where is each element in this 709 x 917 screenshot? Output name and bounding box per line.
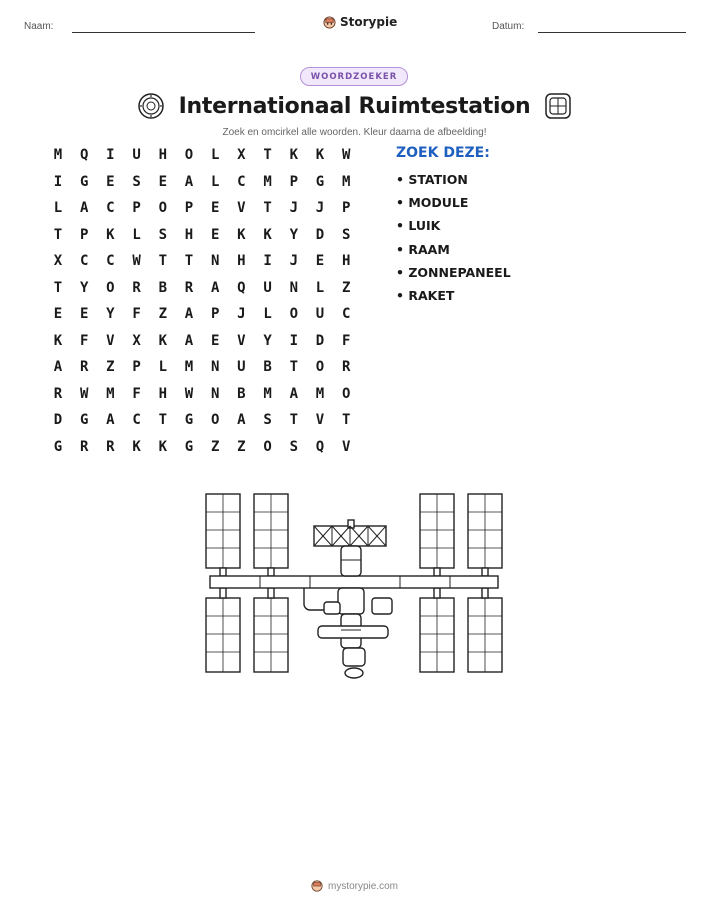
- grid-letter[interactable]: N: [210, 253, 220, 269]
- grid-letter[interactable]: A: [53, 359, 63, 375]
- grid-letter[interactable]: V: [237, 332, 246, 349]
- grid-letter[interactable]: W: [132, 253, 141, 269]
- grid-letter[interactable]: V: [237, 200, 246, 216]
- grid-letter[interactable]: G: [184, 438, 194, 455]
- grid-letter[interactable]: E: [210, 226, 220, 243]
- grid-letter[interactable]: C: [106, 200, 115, 216]
- grid-letter[interactable]: T: [184, 253, 194, 269]
- grid-letter[interactable]: K: [315, 147, 325, 163]
- storypie-logo-icon: [323, 16, 336, 29]
- grid-letter[interactable]: K: [263, 226, 272, 243]
- grid-letter[interactable]: K: [289, 147, 299, 163]
- grid-letter[interactable]: M: [53, 147, 63, 163]
- grid-letter[interactable]: P: [341, 200, 351, 216]
- grid-letter[interactable]: R: [79, 359, 89, 375]
- instructions: Zoek en omcirkel alle woorden. Kleur daarna de afbeelding!: [222, 127, 487, 138]
- grid-letter[interactable]: N: [210, 359, 220, 375]
- grid-letter[interactable]: D: [315, 332, 325, 349]
- grid-letter[interactable]: Y: [263, 332, 272, 349]
- grid-letter[interactable]: R: [79, 438, 89, 455]
- grid-letter[interactable]: E: [53, 306, 63, 322]
- grid-letter[interactable]: V: [315, 412, 325, 428]
- grid-letter[interactable]: K: [158, 438, 168, 455]
- grid-letter[interactable]: I: [289, 332, 299, 349]
- grid-letter[interactable]: M: [106, 385, 115, 402]
- grid-letter[interactable]: T: [158, 412, 168, 428]
- grid-letter[interactable]: A: [210, 279, 220, 296]
- word-list-item: • RAAM: [396, 242, 450, 257]
- grid-letter[interactable]: M: [341, 173, 351, 190]
- grid-letter[interactable]: Q: [79, 147, 89, 163]
- grid-letter[interactable]: A: [184, 173, 194, 190]
- word-list-item: • RAKET: [396, 288, 455, 303]
- grid-letter[interactable]: T: [158, 253, 168, 269]
- grid-letter[interactable]: C: [79, 253, 89, 269]
- grid-letter[interactable]: P: [184, 200, 194, 216]
- grid-letter[interactable]: F: [79, 332, 89, 349]
- grid-letter[interactable]: E: [210, 332, 220, 349]
- name-label: Naam:: [24, 21, 54, 32]
- grid-letter[interactable]: H: [158, 385, 168, 402]
- grid-letter[interactable]: K: [237, 226, 246, 243]
- grid-letter[interactable]: W: [341, 147, 351, 163]
- grid-letter[interactable]: V: [341, 438, 351, 455]
- grid-letter[interactable]: I: [53, 173, 63, 190]
- title-row: [0, 92, 709, 120]
- grid-letter[interactable]: A: [106, 412, 115, 428]
- grid-letter[interactable]: J: [289, 253, 299, 269]
- grid-letter[interactable]: A: [184, 306, 194, 322]
- grid-letter[interactable]: Z: [106, 359, 115, 375]
- hatch-icon: [544, 92, 572, 120]
- grid-letter[interactable]: K: [132, 438, 141, 455]
- grid-letter[interactable]: O: [184, 147, 194, 163]
- word-list-item: • STATION: [396, 172, 468, 187]
- page-title: Internationaal Ruimtestation: [178, 93, 531, 119]
- grid-letter[interactable]: C: [341, 306, 351, 322]
- grid-letter[interactable]: O: [263, 438, 272, 455]
- grid-letter[interactable]: Y: [79, 279, 89, 296]
- grid-letter[interactable]: O: [210, 412, 220, 428]
- grid-letter[interactable]: J: [289, 200, 299, 216]
- grid-letter[interactable]: T: [53, 226, 63, 243]
- grid-letter[interactable]: Z: [341, 279, 351, 296]
- grid-letter[interactable]: X: [237, 147, 246, 163]
- grid-letter[interactable]: U: [315, 306, 325, 322]
- grid-letter[interactable]: E: [106, 173, 115, 190]
- word-list-item: • LUIK: [396, 218, 441, 233]
- grid-letter[interactable]: U: [132, 147, 141, 163]
- date-label: Datum:: [492, 21, 525, 32]
- footer-url[interactable]: mystorypie.com: [327, 880, 398, 892]
- footer: [0, 880, 709, 892]
- grid-letter[interactable]: P: [132, 359, 141, 375]
- worksheet-type-badge: WOORDZOEKER: [300, 67, 408, 86]
- grid-letter[interactable]: K: [106, 226, 115, 243]
- brand-logo: [323, 15, 397, 29]
- grid-letter[interactable]: L: [263, 306, 272, 322]
- grid-letter[interactable]: M: [263, 173, 272, 190]
- grid-letter[interactable]: K: [158, 332, 168, 349]
- grid-letter[interactable]: U: [237, 359, 246, 375]
- grid-letter[interactable]: C: [106, 253, 115, 269]
- grid-letter[interactable]: L: [210, 147, 220, 163]
- grid-letter[interactable]: T: [263, 200, 272, 216]
- grid-letter[interactable]: P: [132, 200, 141, 216]
- grid-letter[interactable]: S: [158, 226, 168, 243]
- grid-letter[interactable]: H: [184, 226, 194, 243]
- grid-letter[interactable]: I: [106, 147, 115, 163]
- grid-letter[interactable]: R: [184, 279, 194, 296]
- grid-letter[interactable]: L: [53, 200, 63, 216]
- date-line[interactable]: [538, 32, 686, 33]
- grid-letter[interactable]: A: [237, 412, 246, 428]
- grid-letter[interactable]: Y: [106, 306, 115, 322]
- grid-letter[interactable]: E: [315, 253, 325, 269]
- grid-letter[interactable]: Q: [237, 279, 246, 296]
- grid-letter[interactable]: D: [53, 412, 63, 428]
- grid-letter[interactable]: T: [263, 147, 272, 163]
- grid-letter[interactable]: R: [341, 359, 351, 375]
- grid-letter[interactable]: A: [289, 385, 299, 402]
- grid-letter[interactable]: O: [158, 200, 168, 216]
- space-station-illustration[interactable]: [200, 490, 510, 685]
- word-list-title: ZOEK DEZE:: [396, 145, 490, 161]
- grid-letter[interactable]: S: [132, 173, 141, 190]
- grid-letter[interactable]: G: [53, 438, 63, 455]
- grid-letter[interactable]: D: [315, 226, 325, 243]
- grid-letter[interactable]: W: [184, 385, 194, 402]
- grid-letter[interactable]: Z: [158, 306, 168, 322]
- grid-letter[interactable]: B: [263, 359, 272, 375]
- grid-letter[interactable]: J: [315, 200, 325, 216]
- grid-letter[interactable]: K: [53, 332, 63, 349]
- grid-letter[interactable]: L: [210, 173, 220, 190]
- brand-name: Storypie: [340, 15, 398, 29]
- porthole-icon: [137, 92, 165, 120]
- grid-letter[interactable]: L: [132, 226, 141, 243]
- grid-letter[interactable]: U: [263, 279, 272, 296]
- grid-letter[interactable]: M: [184, 359, 194, 375]
- grid-letter[interactable]: H: [341, 253, 351, 269]
- grid-letter[interactable]: F: [132, 306, 141, 322]
- grid-letter[interactable]: R: [106, 438, 115, 455]
- grid-letter[interactable]: V: [106, 332, 115, 349]
- grid-letter[interactable]: S: [341, 226, 351, 243]
- grid-letter[interactable]: J: [237, 306, 246, 322]
- grid-letter[interactable]: N: [289, 279, 299, 296]
- grid-letter[interactable]: A: [184, 332, 194, 349]
- grid-letter[interactable]: G: [184, 412, 194, 428]
- name-line[interactable]: [72, 32, 255, 33]
- grid-letter[interactable]: F: [132, 385, 141, 402]
- grid-letter[interactable]: B: [158, 279, 168, 296]
- word-list-item: • ZONNEPANEEL: [396, 265, 511, 280]
- grid-letter[interactable]: T: [341, 412, 351, 428]
- grid-letter[interactable]: M: [315, 385, 325, 402]
- grid-letter[interactable]: O: [315, 359, 325, 375]
- grid-letter[interactable]: R: [53, 385, 63, 402]
- grid-letter[interactable]: O: [106, 279, 115, 296]
- grid-letter[interactable]: G: [79, 412, 89, 428]
- grid-letter[interactable]: S: [263, 412, 272, 428]
- grid-letter[interactable]: X: [132, 332, 141, 349]
- grid-letter[interactable]: P: [210, 306, 220, 322]
- word-list-item: • MODULE: [396, 195, 469, 210]
- grid-letter[interactable]: O: [289, 306, 299, 322]
- grid-letter[interactable]: G: [79, 173, 89, 190]
- grid-letter[interactable]: C: [132, 412, 141, 428]
- grid-letter[interactable]: R: [132, 279, 141, 296]
- grid-letter[interactable]: T: [289, 359, 299, 375]
- grid-letter[interactable]: M: [263, 385, 272, 402]
- grid-letter[interactable]: T: [53, 279, 63, 296]
- grid-letter[interactable]: L: [315, 279, 325, 296]
- grid-letter[interactable]: T: [289, 412, 299, 428]
- grid-letter[interactable]: I: [263, 253, 272, 269]
- grid-letter[interactable]: F: [341, 332, 351, 349]
- grid-letter[interactable]: O: [341, 385, 351, 402]
- grid-letter[interactable]: E: [79, 306, 89, 322]
- grid-letter[interactable]: X: [53, 253, 63, 269]
- grid-letter[interactable]: S: [289, 438, 299, 455]
- grid-letter[interactable]: C: [237, 173, 246, 190]
- grid-letter[interactable]: L: [158, 359, 168, 375]
- grid-letter[interactable]: Y: [289, 226, 299, 243]
- grid-letter[interactable]: G: [315, 173, 325, 190]
- grid-letter[interactable]: A: [79, 200, 89, 216]
- grid-letter[interactable]: Z: [237, 438, 246, 455]
- grid-letter[interactable]: Q: [315, 438, 325, 455]
- grid-letter[interactable]: Z: [210, 438, 220, 455]
- grid-letter[interactable]: E: [158, 173, 168, 190]
- grid-letter[interactable]: W: [79, 385, 89, 402]
- grid-letter[interactable]: P: [79, 226, 89, 243]
- grid-letter[interactable]: E: [210, 200, 220, 216]
- storypie-logo-icon: [311, 880, 323, 892]
- grid-letter[interactable]: P: [289, 173, 299, 190]
- grid-letter[interactable]: B: [237, 385, 246, 402]
- grid-letter[interactable]: N: [210, 385, 220, 402]
- grid-letter[interactable]: H: [158, 147, 168, 163]
- grid-letter[interactable]: H: [237, 253, 246, 269]
